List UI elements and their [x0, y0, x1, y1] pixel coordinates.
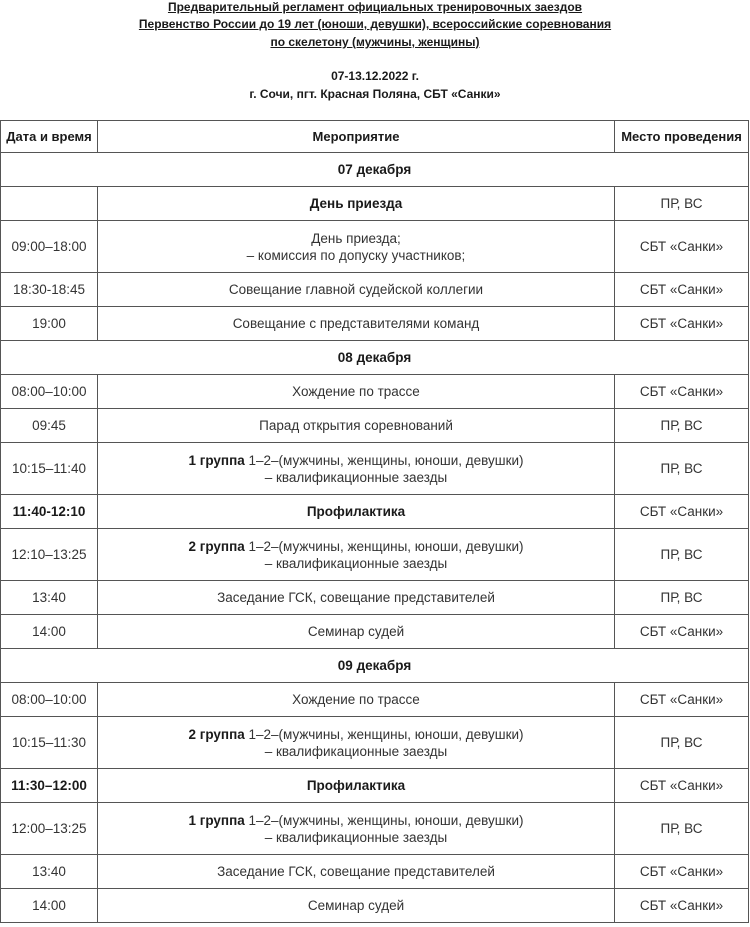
event-line: Семинар судей	[307, 898, 405, 913]
event-cell	[98, 443, 615, 495]
place-cell: СБТ «Санки»	[615, 889, 749, 923]
time-cell: 12:00–13:25	[1, 803, 98, 855]
event-line	[100, 452, 612, 469]
table-row	[1, 615, 749, 649]
place-cell: СБТ «Санки»	[615, 221, 749, 273]
event-line-2: – комиссия по допуску участников;	[246, 247, 466, 263]
group-label: 2 группа	[188, 538, 245, 554]
event-line: Парад открытия соревнований	[259, 418, 453, 433]
table-row	[1, 683, 749, 717]
table-row	[1, 581, 749, 615]
event-line: Заседание ГСК, совещание представителей	[217, 590, 495, 605]
table-row	[1, 187, 749, 221]
event-line: Совещание с представителями команд	[232, 316, 480, 331]
event-cell	[98, 803, 615, 855]
time-cell: 18:30-18:45	[1, 273, 98, 307]
event-text: 1–2–(мужчины, женщины, юноши, девушки)	[244, 452, 524, 468]
event-cell	[98, 683, 615, 717]
schedule-table	[0, 120, 749, 923]
time-cell: 13:40	[1, 855, 98, 889]
column-header-event: Мероприятие	[98, 121, 615, 153]
table-row	[1, 273, 749, 307]
table-row	[1, 717, 749, 769]
place-cell: СБТ «Санки»	[615, 615, 749, 649]
table-row	[1, 769, 749, 803]
event-cell	[98, 495, 615, 529]
day-header-row	[1, 649, 749, 683]
place-cell: СБТ «Санки»	[615, 495, 749, 529]
place-cell: СБТ «Санки»	[615, 683, 749, 717]
group-label: 1 группа	[188, 812, 245, 828]
time-cell: 08:00–10:00	[1, 683, 98, 717]
time-cell: 14:00	[1, 615, 98, 649]
event-line-2: – квалификационные заезды	[264, 829, 448, 845]
time-cell: 11:40-12:10	[1, 495, 98, 529]
event-cell	[98, 409, 615, 443]
day-header-row	[1, 153, 749, 187]
time-cell: 09:45	[1, 409, 98, 443]
day-header-row	[1, 341, 749, 375]
place-cell: ПР, ВС	[615, 443, 749, 495]
event-line	[100, 726, 612, 743]
event-cell	[98, 307, 615, 341]
event-line	[100, 812, 612, 829]
time-cell: 10:15–11:40	[1, 443, 98, 495]
table-row	[1, 529, 749, 581]
table-row	[1, 409, 749, 443]
place-cell: СБТ «Санки»	[615, 273, 749, 307]
place-cell: ПР, ВС	[615, 717, 749, 769]
place-cell: СБТ «Санки»	[615, 769, 749, 803]
event-text: 1–2–(мужчины, женщины, юноши, девушки)	[244, 538, 524, 554]
table-row	[1, 803, 749, 855]
event-line	[100, 538, 612, 555]
time-cell: 19:00	[1, 307, 98, 341]
place-cell: СБТ «Санки»	[615, 375, 749, 409]
schedule-body	[1, 153, 749, 923]
time-cell: 12:10–13:25	[1, 529, 98, 581]
doc-dates: 07-13.12.2022 г.	[331, 69, 419, 83]
time-cell: 09:00–18:00	[1, 221, 98, 273]
event-line-2: – квалификационные заезды	[264, 743, 448, 759]
time-cell: 08:00–10:00	[1, 375, 98, 409]
event-cell	[98, 615, 615, 649]
place-cell: ПР, ВС	[615, 529, 749, 581]
column-header-place: Место проведения	[615, 121, 749, 153]
event-text: 1–2–(мужчины, женщины, юноши, девушки)	[244, 726, 524, 742]
event-line: Заседание ГСК, совещание представителей	[217, 864, 495, 879]
place-cell: ПР, ВС	[615, 187, 749, 221]
event-line: Хождение по трассе	[292, 384, 420, 399]
doc-place: г. Сочи, пгт. Красная Поляна, СБТ «Санки»	[249, 87, 501, 101]
place-cell: СБТ «Санки»	[615, 307, 749, 341]
event-cell	[98, 529, 615, 581]
table-row	[1, 495, 749, 529]
time-cell: 14:00	[1, 889, 98, 923]
event-cell	[98, 889, 615, 923]
event-cell	[98, 855, 615, 889]
table-row	[1, 307, 749, 341]
doc-title-line-3: по скелетону (мужчины, женщины)	[270, 35, 480, 49]
place-cell: ПР, ВС	[615, 409, 749, 443]
column-header-time: Дата и время	[1, 121, 98, 153]
event-line: Профилактика	[306, 778, 406, 793]
table-row	[1, 221, 749, 273]
event-text: 1–2–(мужчины, женщины, юноши, девушки)	[244, 812, 524, 828]
doc-title-line-2: Первенство России до 19 лет (юноши, девушки), всероссийские соревнования	[138, 17, 612, 31]
place-cell: ПР, ВС	[615, 803, 749, 855]
event-line: День приезда;	[311, 230, 401, 246]
time-cell: 13:40	[1, 581, 98, 615]
event-cell	[98, 273, 615, 307]
time-cell: 10:15–11:30	[1, 717, 98, 769]
group-label: 1 группа	[188, 452, 245, 468]
table-row	[1, 375, 749, 409]
table-header-row	[1, 121, 749, 153]
day-label: 08 декабря	[1, 341, 749, 375]
event-cell	[98, 717, 615, 769]
event-cell	[98, 769, 615, 803]
event-line: Семинар судей	[307, 624, 405, 639]
table-row	[1, 855, 749, 889]
event-cell	[98, 187, 615, 221]
event-line: Хождение по трассе	[292, 692, 420, 707]
time-cell	[1, 187, 98, 221]
table-row	[1, 889, 749, 923]
event-line-2: – квалификационные заезды	[264, 555, 448, 571]
time-cell: 11:30–12:00	[1, 769, 98, 803]
event-line: Совещание главной судейской коллегии	[228, 282, 484, 297]
event-line: День приезда	[309, 196, 403, 211]
event-cell	[98, 375, 615, 409]
event-line: Профилактика	[306, 504, 406, 519]
table-row	[1, 443, 749, 495]
doc-title-line-1: Предварительный регламент официальных тренировочных заездов	[167, 0, 583, 14]
event-cell	[98, 221, 615, 273]
day-label: 07 декабря	[1, 153, 749, 187]
day-label: 09 декабря	[1, 649, 749, 683]
event-cell	[98, 581, 615, 615]
place-cell: ПР, ВС	[615, 581, 749, 615]
place-cell: СБТ «Санки»	[615, 855, 749, 889]
group-label: 2 группа	[188, 726, 245, 742]
event-line-2: – квалификационные заезды	[264, 469, 448, 485]
